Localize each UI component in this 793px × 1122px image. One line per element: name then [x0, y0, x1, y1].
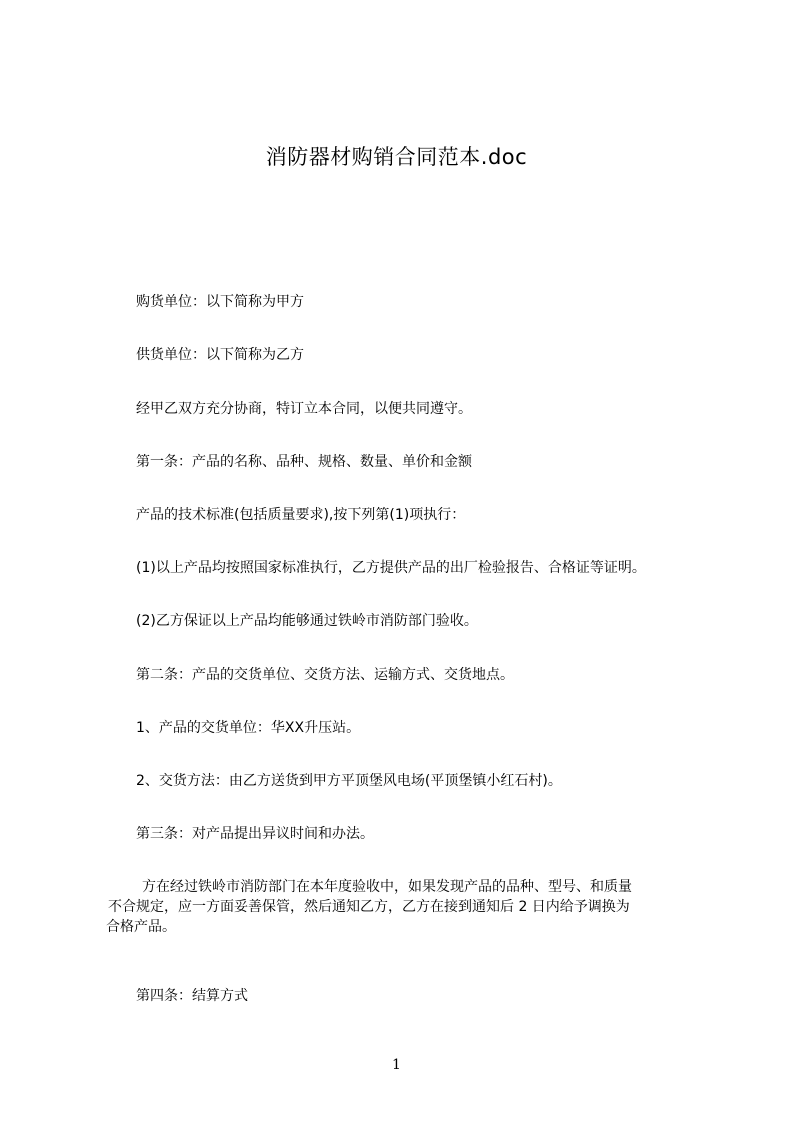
paragraph-supplier: 供货单位：以下简称为乙方: [136, 347, 304, 363]
paragraph-article-4: 第四条：结算方式: [136, 988, 248, 1004]
paragraph-technical-standard: 产品的技术标准(包括质量要求),按下列第(1)项执行：: [136, 507, 466, 523]
paragraph-delivery-unit: 1、产品的交货单位：华XX升压站。: [136, 720, 361, 736]
objection-line-3: 合格产品。: [106, 919, 176, 935]
document-title: 消防器材购销合同范本.doc: [265, 145, 528, 169]
paragraph-item-1: (1)以上产品均按照国家标准执行，乙方提供产品的出厂检验报告、合格证等证明。: [136, 560, 646, 576]
objection-line-2: 不合规定，应一方面妥善保管，然后通知乙方，乙方在接到通知后 2 日内给予调换为: [108, 899, 630, 915]
paragraph-article-2: 第二条：产品的交货单位、交货方法、运输方式、交货地点。: [136, 667, 514, 683]
paragraph-article-3: 第三条：对产品提出异议时间和办法。: [136, 826, 374, 842]
paragraph-agreement: 经甲乙双方充分协商，特订立本合同，以便共同遵守。: [136, 401, 472, 417]
paragraph-item-2: (2)乙方保证以上产品均能够通过铁岭市消防部门验收。: [136, 613, 478, 629]
page-number: 1: [392, 1057, 401, 1073]
paragraph-buyer: 购货单位：以下简称为甲方: [136, 294, 304, 310]
paragraph-article-1: 第一条：产品的名称、品种、规格、数量、单价和金额: [136, 454, 472, 470]
objection-line-1: 方在经过铁岭市消防部门在本年度验收中，如果发现产品的品种、型号、和质量: [142, 879, 632, 895]
paragraph-delivery-method: 2、交货方法：由乙方送货到甲方平顶堡风电场(平顶堡镇小红石村)。: [136, 773, 562, 789]
paragraph-objection-clause: [106, 877, 716, 937]
